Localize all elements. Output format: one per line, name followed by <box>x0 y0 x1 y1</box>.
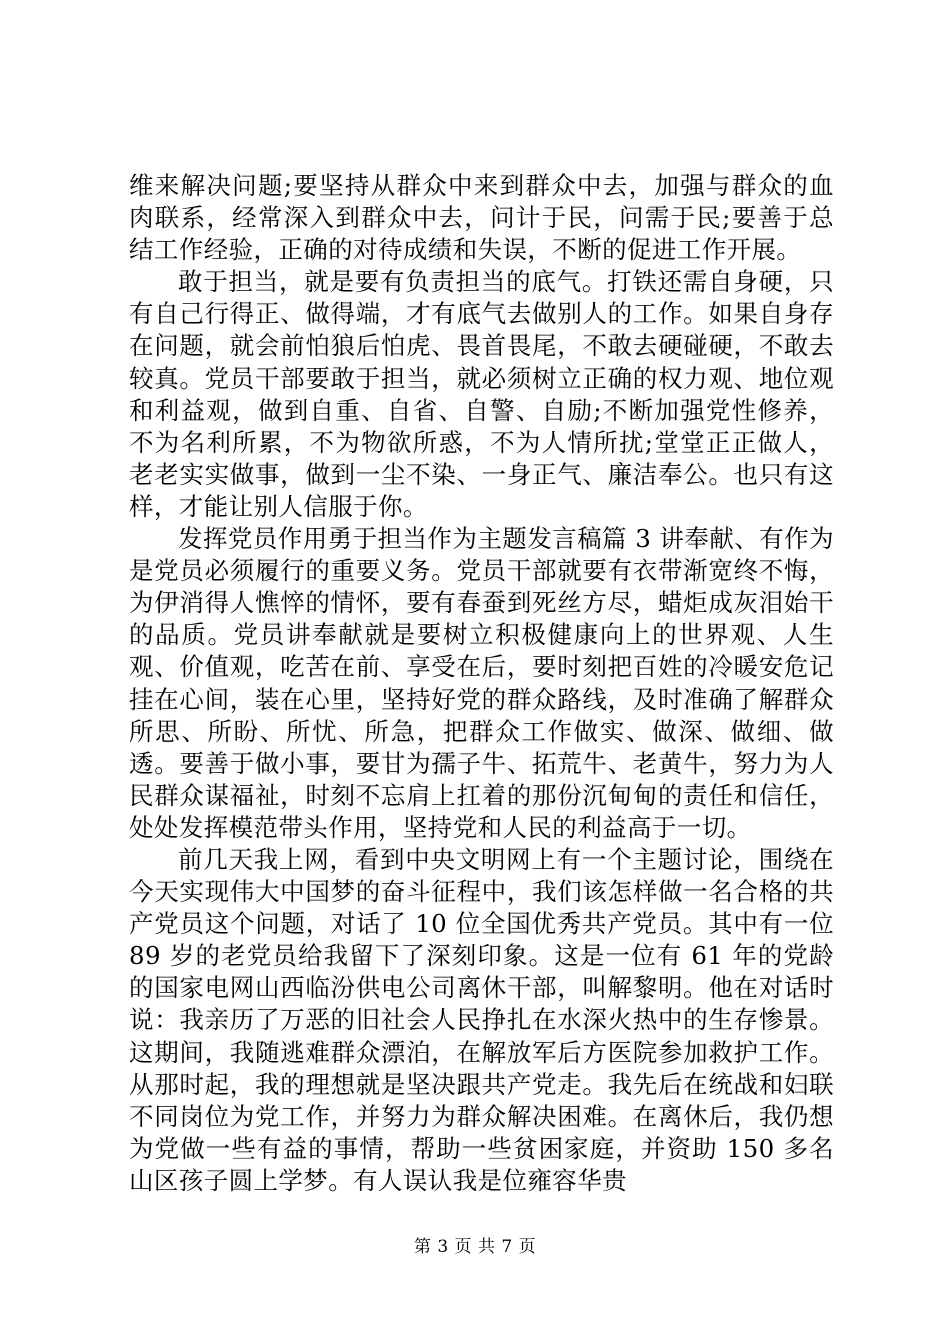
page-footer: 第 3 页 共 7 页 <box>413 1237 537 1257</box>
document-body <box>129 170 834 1197</box>
paragraph-1: 维来解决问题;要坚持从群众中来到群众中去，加强与群众的血肉联系，经常深入到群众中去，问计于民，问需于民;要善于总结工作经验，正确的对待成绩和失误，不断的促进工作开展。 <box>129 171 834 265</box>
paragraph-4: 前几天我上网，看到中央文明网上有一个主题讨论，围绕在今天实现伟大中国梦的奋斗征程中，我们该怎样做一名合格的共产党员这个问题，对话了 10 位全国优秀共产党员。其中有一位 89 岁的老党员给我留下了深刻印象。这是一位有 61 年的党龄的国家电网山西临汾供电公司离休干部，叫解黎明。他在对话时说：我亲历了万恶的旧社会人民挣扎在水深火热中的生存惨景。这期间，我随逃难群众漂泊，在解放军后方医院参加救护工作。从那时起，我的理想就是坚决跟共产党走。我先后在统战和妇联不同岗位为党工作，并努力为群众解决困难。在离休后，我仍想为党做一些有益的事情，帮助一些贫困家庭，并资助 150 多名山区孩子圆上学梦。有人误认我是位雍容华贵 <box>129 844 834 1195</box>
paragraph-2: 敢于担当，就是要有负责担当的底气。打铁还需自身硬，只有自己行得正、做得端，才有底气去做别人的工作。如果自身存在问题，就会前怕狼后怕虎、畏首畏尾，不敢去硬碰硬，不敢去较真。党员干部要敢于担当，就必须树立正确的权力观、地位观和利益观，做到自重、自省、自警、自励;不断加强党性修养，不为名利所累，不为物欲所惑，不为人情所扰;堂堂正正做人，老老实实做事，做到一尘不染、一身正气、廉洁奉公。也只有这样，才能让别人信服于你。 <box>129 267 834 521</box>
paragraph-3: 发挥党员作用勇于担当作为主题发言稿篇 3 讲奉献、有作为是党员必须履行的重要义务。党员干部就要有衣带渐宽终不悔，为伊消得人憔悴的情怀，要有春蚕到死丝方尽，蜡炬成灰泪始干的品质。党员讲奉献就是要树立积极健康向上的世界观、人生观、价值观，吃苦在前、享受在后，要时刻把百姓的冷暖安危记挂在心间，装在心里，坚持好党的群众路线，及时准确了解群众所思、所盼、所忧、所急，把群众工作做实、做深、做细、做透。要善于做小事，要甘为孺子牛、拓荒牛、老黄牛，努力为人民群众谋福祉，时刻不忘肩上扛着的那份沉甸甸的责任和信任，处处发挥模范带头作用，坚持党和人民的利益高于一切。 <box>129 524 834 842</box>
